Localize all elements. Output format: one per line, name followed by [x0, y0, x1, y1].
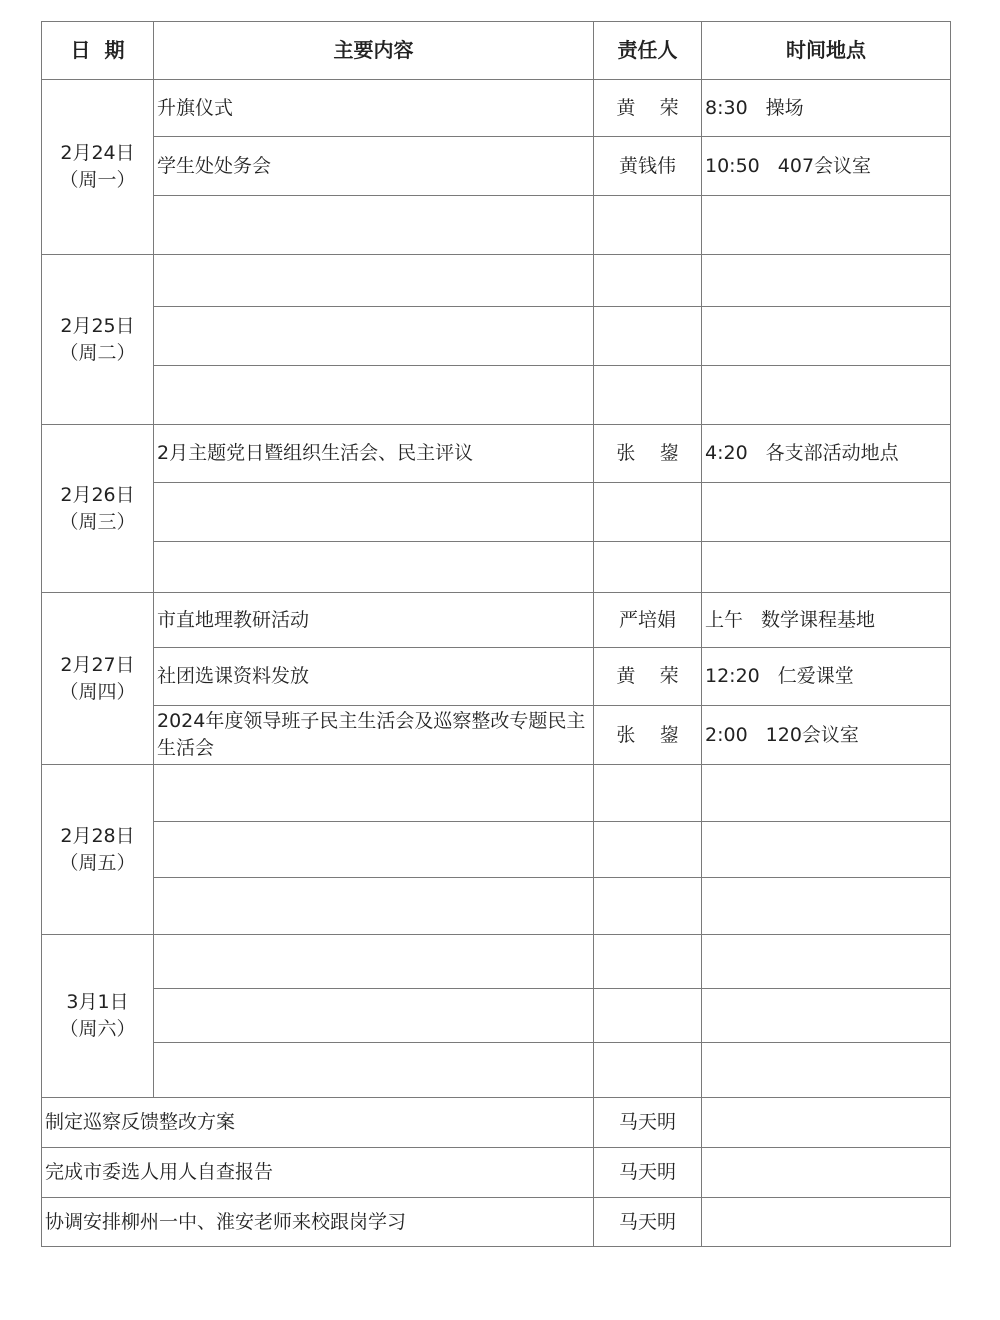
person-cell: 黄钱伟 — [594, 137, 702, 196]
content-cell — [154, 542, 594, 593]
date-label: 2月25日 — [60, 314, 135, 337]
time-place-cell — [702, 80, 951, 137]
weekday-label: （周一） — [59, 169, 136, 191]
task-content-cell: 协调安排柳州一中、淮安老师来校跟岗学习 — [42, 1198, 594, 1247]
time-text: 12:20 — [705, 665, 760, 687]
person-cell — [594, 483, 702, 542]
date-label: 2月26日 — [60, 483, 135, 506]
person-cell: 张 鋆 — [594, 706, 702, 765]
task-row — [42, 1098, 951, 1148]
date-cell — [42, 765, 154, 935]
time-place-cell — [702, 425, 951, 483]
task-time-place-cell — [702, 1098, 951, 1148]
content-cell: 市直地理教研活动 — [154, 593, 594, 648]
task-row — [42, 1198, 951, 1247]
person-cell: 黄 荣 — [594, 80, 702, 137]
table-row — [42, 648, 951, 706]
table-row — [42, 935, 951, 989]
weekday-label: （周二） — [59, 341, 136, 364]
person-cell — [594, 822, 702, 878]
time-place-cell — [702, 137, 951, 196]
table-row — [42, 1043, 951, 1098]
table-row — [42, 196, 951, 255]
content-cell — [154, 822, 594, 878]
content-cell — [154, 1043, 594, 1098]
content-cell: 2024年度领导班子民主生活会及巡察整改专题民主生活会 — [154, 706, 594, 765]
time-place-cell — [702, 989, 951, 1043]
table-row — [42, 307, 951, 366]
time-place-cell — [702, 255, 951, 307]
person-cell — [594, 542, 702, 593]
person-cell — [594, 366, 702, 425]
table-row — [42, 80, 951, 137]
time-text: 2:00 — [705, 723, 748, 746]
date-label: 3月1日 — [66, 991, 129, 1013]
content-cell — [154, 255, 594, 307]
task-person-cell: 马天明 — [594, 1198, 702, 1247]
content-cell — [154, 935, 594, 989]
table-row — [42, 822, 951, 878]
time-place-cell — [702, 765, 951, 822]
time-place-cell — [702, 542, 951, 593]
content-cell: 社团选课资料发放 — [154, 648, 594, 706]
header-row — [42, 22, 951, 80]
table-row — [42, 366, 951, 425]
content-cell: 升旗仪式 — [154, 80, 594, 137]
time-place-cell — [702, 593, 951, 648]
weekly-schedule-table — [41, 21, 951, 1247]
header-content: 主要内容 — [154, 22, 594, 80]
date-cell — [42, 935, 154, 1098]
place-text: 各支部活动地点 — [765, 442, 899, 464]
person-cell: 黄 荣 — [594, 648, 702, 706]
task-time-place-cell — [702, 1198, 951, 1247]
weekday-label: （周三） — [59, 510, 136, 533]
time-text: 10:50 — [705, 154, 760, 177]
time-place-cell — [702, 196, 951, 255]
date-cell — [42, 255, 154, 425]
content-cell — [154, 307, 594, 366]
time-place-cell — [702, 307, 951, 366]
date-cell — [42, 593, 154, 765]
date-cell — [42, 425, 154, 593]
place-text: 操场 — [765, 96, 804, 119]
time-place-cell — [702, 1043, 951, 1098]
table-row — [42, 878, 951, 935]
table-row — [42, 593, 951, 648]
person-cell: 张 鋆 — [594, 425, 702, 483]
person-cell — [594, 989, 702, 1043]
content-cell — [154, 483, 594, 542]
person-cell — [594, 196, 702, 255]
content-cell: 学生处处务会 — [154, 137, 594, 196]
weekday-label: （周五） — [59, 851, 136, 874]
header-time-place: 时间地点 — [702, 22, 951, 80]
time-place-cell — [702, 483, 951, 542]
content-cell — [154, 366, 594, 425]
person-cell — [594, 307, 702, 366]
table-row — [42, 989, 951, 1043]
person-cell — [594, 935, 702, 989]
table-row — [42, 483, 951, 542]
date-cell — [42, 80, 154, 255]
place-text: 数学课程基地 — [761, 608, 876, 631]
content-cell — [154, 765, 594, 822]
header-date: 日 期 — [42, 22, 154, 80]
place-text: 仁爱课堂 — [777, 665, 854, 687]
time-place-cell — [702, 648, 951, 706]
date-label: 2月24日 — [60, 142, 135, 164]
weekday-label: （周六） — [59, 1018, 136, 1040]
time-text: 上午 — [705, 608, 744, 631]
person-cell — [594, 765, 702, 822]
table-row — [42, 542, 951, 593]
time-place-cell — [702, 706, 951, 765]
table-row — [42, 706, 951, 765]
table-row — [42, 765, 951, 822]
person-cell — [594, 1043, 702, 1098]
table-row — [42, 425, 951, 483]
table-row — [42, 137, 951, 196]
content-cell — [154, 989, 594, 1043]
person-cell — [594, 878, 702, 935]
time-text: 8:30 — [705, 96, 748, 119]
content-cell — [154, 878, 594, 935]
time-place-cell — [702, 366, 951, 425]
task-time-place-cell — [702, 1148, 951, 1198]
content-cell — [154, 196, 594, 255]
table-row — [42, 255, 951, 307]
date-label: 2月28日 — [60, 824, 135, 847]
weekday-label: （周四） — [59, 680, 136, 703]
place-text: 407会议室 — [777, 154, 872, 177]
content-cell: 2月主题党日暨组织生活会、民主评议 — [154, 425, 594, 483]
time-place-cell — [702, 822, 951, 878]
person-cell — [594, 255, 702, 307]
header-person: 责任人 — [594, 22, 702, 80]
task-content-cell: 制定巡察反馈整改方案 — [42, 1098, 594, 1148]
person-cell: 严培娟 — [594, 593, 702, 648]
task-person-cell: 马天明 — [594, 1098, 702, 1148]
place-text: 120会议室 — [765, 723, 859, 746]
task-row — [42, 1148, 951, 1198]
time-text: 4:20 — [705, 442, 748, 464]
task-content-cell: 完成市委选人用人自查报告 — [42, 1148, 594, 1198]
time-place-cell — [702, 935, 951, 989]
task-person-cell: 马天明 — [594, 1148, 702, 1198]
date-label: 2月27日 — [60, 653, 135, 676]
time-place-cell — [702, 878, 951, 935]
